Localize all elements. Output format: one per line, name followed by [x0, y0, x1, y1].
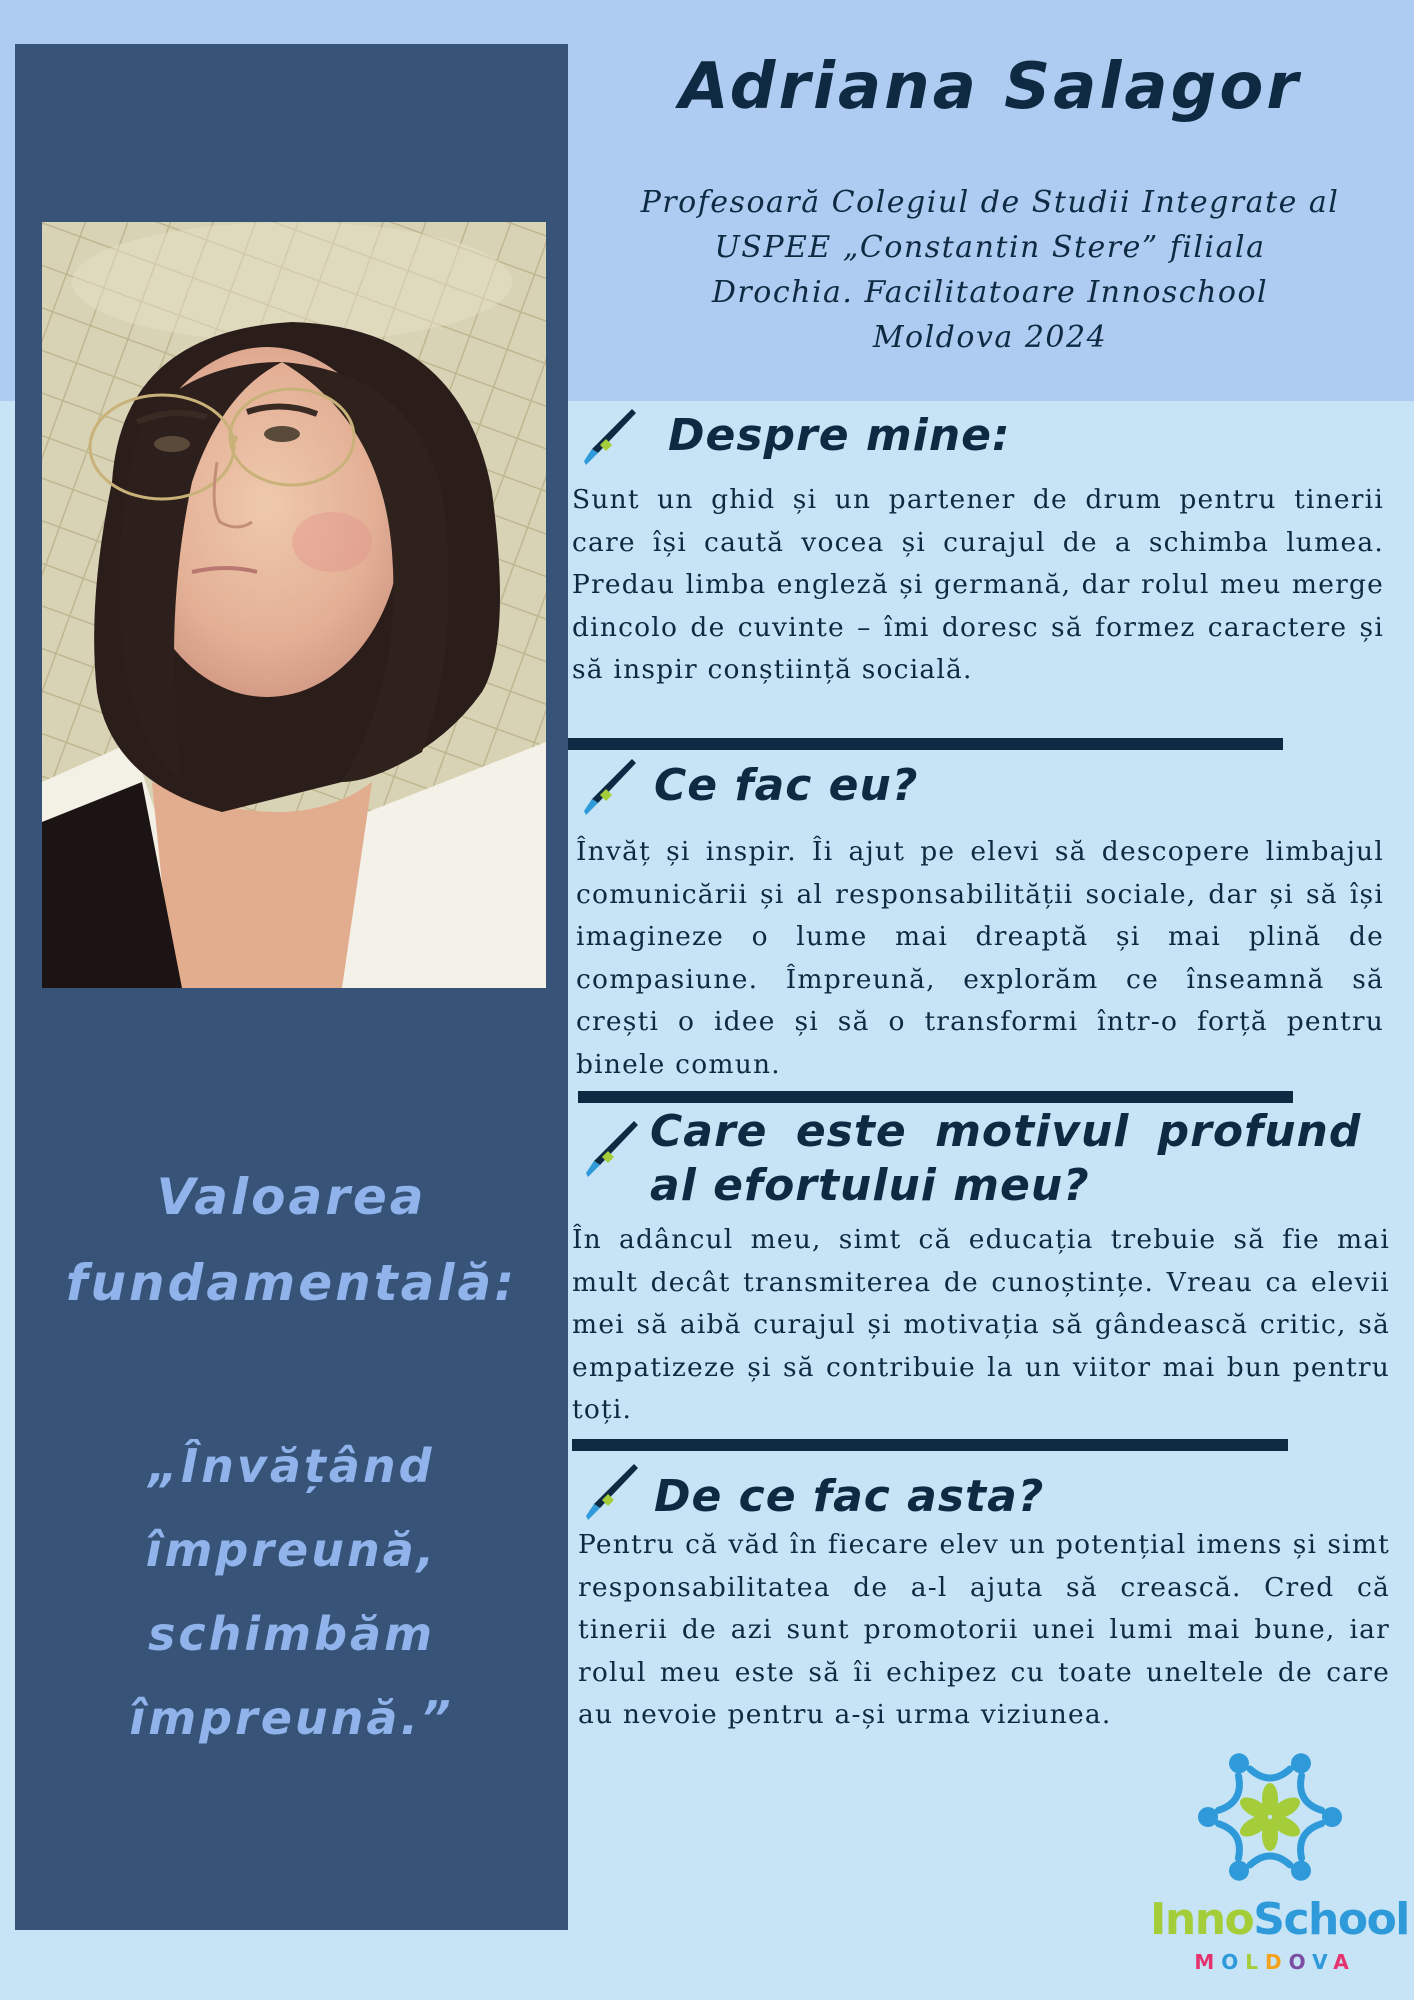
- logo-school: School: [1253, 1894, 1409, 1945]
- innoschool-logo: [1150, 1745, 1409, 1975]
- quote-line: „Învățând: [148, 1439, 435, 1493]
- section-header: [572, 405, 1384, 465]
- section-why: [578, 1460, 1390, 1737]
- person-name: Adriana Salagor: [679, 50, 1301, 124]
- logo-letter: M: [1194, 1950, 1222, 1974]
- portrait-photo: [42, 222, 546, 988]
- section-title-line: al efortului meu?: [650, 1160, 1090, 1211]
- pen-icon: [578, 1460, 642, 1524]
- quote-line: schimbăm: [148, 1607, 435, 1661]
- portrait-image: [42, 222, 546, 988]
- core-value-title: [15, 1154, 568, 1326]
- core-value-quote: [15, 1424, 568, 1760]
- section-title: [650, 1105, 1361, 1213]
- section-title: De ce fac asta?: [654, 1471, 1045, 1522]
- section-header: [572, 1105, 1390, 1215]
- quote-line: împreună.”: [129, 1691, 454, 1745]
- section-body: Sunt un ghid și un partener de drum pentru tinerii care își caută vocea și curajul de a schimba lumea. Predau limba engleză și germană, dar rolul meu merge dincolo de cuvinte – îmi doresc să formez caractere și să inspir conștiință socială.: [572, 484, 1384, 686]
- section-what-i-do: [576, 755, 1384, 1087]
- section-header: [578, 1460, 1390, 1520]
- section-body: Învăț și inspir. Îi ajut pe elevi să descopere limbajul comunicării și al responsabilității sociale, dar și să își imagineze o lume mai dreaptă și mai plină de compasiune. Împreună, explorăm ce înseamnă să crești o idee și să o transformi într-o forță pentru binele comun.: [576, 836, 1384, 1080]
- logo-letter: L: [1245, 1950, 1265, 1974]
- section-title: Despre mine:: [668, 410, 1011, 461]
- section-about: [572, 405, 1384, 692]
- pen-icon: [576, 755, 640, 819]
- logo-letter: O: [1221, 1950, 1246, 1974]
- section-body: Pentru că văd în fiecare elev un potențial imens și simt responsabilitatea de a-l ajuta să crească. Cred că tinerii de azi sunt promotorii unei lumi mai bune, iar rolul meu este să îi echipez cu toate uneltele de care au nevoie pentru a-și urma viziunea.: [578, 1529, 1390, 1731]
- core-value-title-line: Valoarea: [156, 1168, 427, 1226]
- section-divider: [572, 1439, 1288, 1451]
- section-divider: [568, 738, 1283, 750]
- innoschool-emblem-icon: [1195, 1745, 1345, 1890]
- section-divider: [578, 1091, 1293, 1103]
- section-header: [576, 755, 1384, 815]
- logo-letter: O: [1288, 1950, 1313, 1974]
- core-value-title-line: fundamentală:: [65, 1254, 518, 1312]
- section-title-line: Care este motivul profund: [650, 1106, 1362, 1157]
- section-title: Ce fac eu?: [654, 760, 919, 811]
- logo-country: [1150, 1950, 1400, 1974]
- section-body: În adâncul meu, simt că educația trebuie să fie mai mult decât transmiterea de cunoștințe. Vreau ca elevii mei să aibă curajul și motivația să gândească critic, să empatizeze și să contribuie la un viitor mai bun pentru toți.: [572, 1224, 1390, 1426]
- logo-wordmark: [1150, 1894, 1409, 1945]
- quote-line: împreună,: [145, 1523, 438, 1577]
- pen-icon: [576, 405, 640, 469]
- logo-inno: Inno: [1150, 1894, 1254, 1945]
- side-panel: [15, 44, 568, 1930]
- logo-letter: A: [1333, 1950, 1356, 1974]
- logo-letter: V: [1312, 1950, 1334, 1974]
- pen-icon: [578, 1117, 642, 1181]
- logo-letter: D: [1264, 1950, 1289, 1974]
- person-role: Profesoară Colegiul de Studii Integrate al USPEE „Constantin Stere” filiala Drochia. Facilitatoare Innoschool Moldova 2024: [640, 185, 1340, 355]
- section-deep-motive: [572, 1105, 1390, 1432]
